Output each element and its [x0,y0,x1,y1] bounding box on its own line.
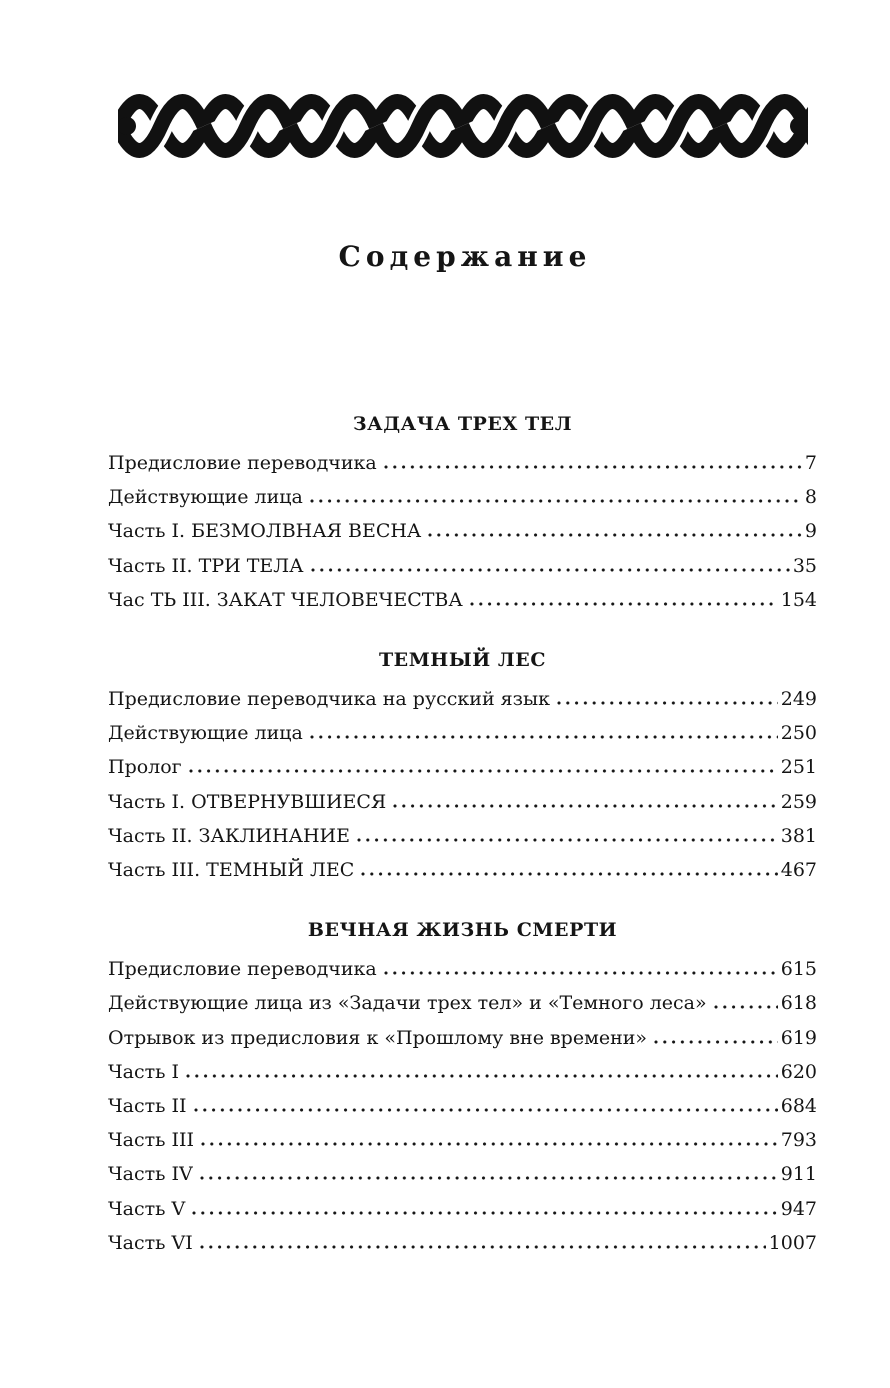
toc-entry-page-number: 947 [780,1197,817,1220]
toc-entry-page-number: 9 [804,520,817,543]
toc-entry [108,1192,817,1226]
toc-entry-label: Часть II. ТРИ ТЕЛА [108,554,304,577]
toc-entry [108,480,817,514]
leader-dots [186,1074,778,1078]
toc-entry-label: Пролог [108,756,182,779]
toc-entry-page-number: 684 [780,1095,817,1118]
toc-entry [108,682,817,716]
section-heading: ВЕЧНАЯ ЖИЗНЬ СМЕРТИ [307,919,618,942]
toc-entry-page-number: 259 [780,790,817,813]
toc-entry-label: Часть II. ЗАКЛИНАНИЕ [108,824,350,847]
toc-entry-label: Действующие лица [108,722,303,745]
toc-entry [108,1021,817,1055]
leader-dots [654,1040,778,1044]
toc-entries [108,682,817,887]
toc-entry [108,716,817,750]
toc-entry-label: Предисловие переводчика на русский язык [108,688,550,711]
knotwork-ornament [118,85,808,167]
toc-entry-label: Предисловие переводчика [108,452,377,474]
leader-dots [428,533,802,537]
leader-dots [393,804,777,808]
section-heading: ЗАДАЧА ТРЕХ ТЕЛ [352,413,573,435]
toc-entry-page-number: 1007 [768,1231,817,1254]
toc-entry-label: Часть V [108,1197,186,1220]
toc-entry [108,1157,817,1191]
leader-dots [310,735,778,739]
toc-entry [108,952,817,986]
toc-entry-page-number: 620 [780,1060,817,1083]
toc-entry-label: Предисловие переводчика [108,958,377,981]
toc-entry [108,986,817,1020]
toc-entry-label: Часть I [108,1060,180,1083]
toc-entry [108,750,817,784]
toc-entry-page-number: 7 [804,452,817,474]
leader-dots [557,701,778,705]
toc-section-3 [108,918,817,1260]
leader-dots [194,1108,778,1112]
toc-entry [108,446,817,480]
leader-dots [189,769,778,773]
page-content [108,0,817,1260]
toc-entry-label: Часть I. БЕЗМОЛВНАЯ ВЕСНА [108,520,422,543]
toc-section-2 [108,648,817,887]
toc-entry-label: Часть III [108,1129,195,1152]
leader-dots [200,1176,778,1180]
toc-entry-page-number: 619 [780,1026,817,1049]
toc-entry-label: Часть IV [108,1163,193,1186]
leader-dots [200,1245,766,1249]
toc-entry [108,1123,817,1157]
toc-entry [108,583,817,617]
toc-entry-page-number: 467 [780,859,817,882]
toc-entry-page-number: 618 [780,992,817,1015]
leader-dots [311,568,790,572]
leader-dots [384,465,802,469]
toc-entry-label: Часть II [108,1095,187,1118]
toc-entry-page-number: 35 [792,554,817,577]
toc-entry-page-number: 251 [780,756,817,779]
leader-dots [310,499,802,503]
toc-section-1 [108,412,817,617]
section-heading: ТЕМНЫЙ ЛЕС [378,649,547,672]
leader-dots [714,1005,778,1009]
toc-entry [108,1226,817,1260]
toc-entry-label: Отрывок из предисловия к «Прошлому вне времени» [108,1026,648,1049]
toc-entry [108,1089,817,1123]
toc-entry-label: Часть III. ТЕМНЫЙ ЛЕС [108,859,355,882]
toc-entry-page-number: 793 [780,1129,817,1152]
toc-entry [108,549,817,583]
toc-entry-page-number: 249 [780,688,817,711]
toc-entry-page-number: 8 [804,486,817,509]
toc-entry-page-number: 250 [780,722,817,745]
toc-entry [108,853,817,887]
toc-entry-label: Действующие лица из «Задачи трех тел» и «Темного леса» [108,992,707,1015]
contents-title: Содержание [338,240,592,273]
leader-dots [192,1211,777,1215]
toc-entries [108,446,817,617]
toc-entry [108,1055,817,1089]
leader-dots [384,971,778,975]
toc-entry-label: Часть VI [108,1231,193,1254]
toc-entry-label: Час ТЬ III. ЗАКАТ ЧЕЛОВЕЧЕСТВА [108,588,463,611]
toc-entry [108,819,817,853]
toc-entry-page-number: 154 [780,588,817,611]
leader-dots [201,1142,778,1146]
toc-entry-page-number: 911 [780,1163,817,1186]
toc-entry-page-number: 615 [780,958,817,981]
toc-entry-label: Часть I. ОТВЕРНУВШИЕСЯ [108,790,387,813]
leader-dots [357,838,778,842]
leader-dots [470,602,778,606]
leader-dots [361,872,777,876]
toc-entry-label: Действующие лица [108,486,303,509]
toc-entry [108,785,817,819]
toc-entry [108,514,817,548]
toc-entries [108,952,817,1260]
toc-entry-page-number: 381 [780,824,817,847]
